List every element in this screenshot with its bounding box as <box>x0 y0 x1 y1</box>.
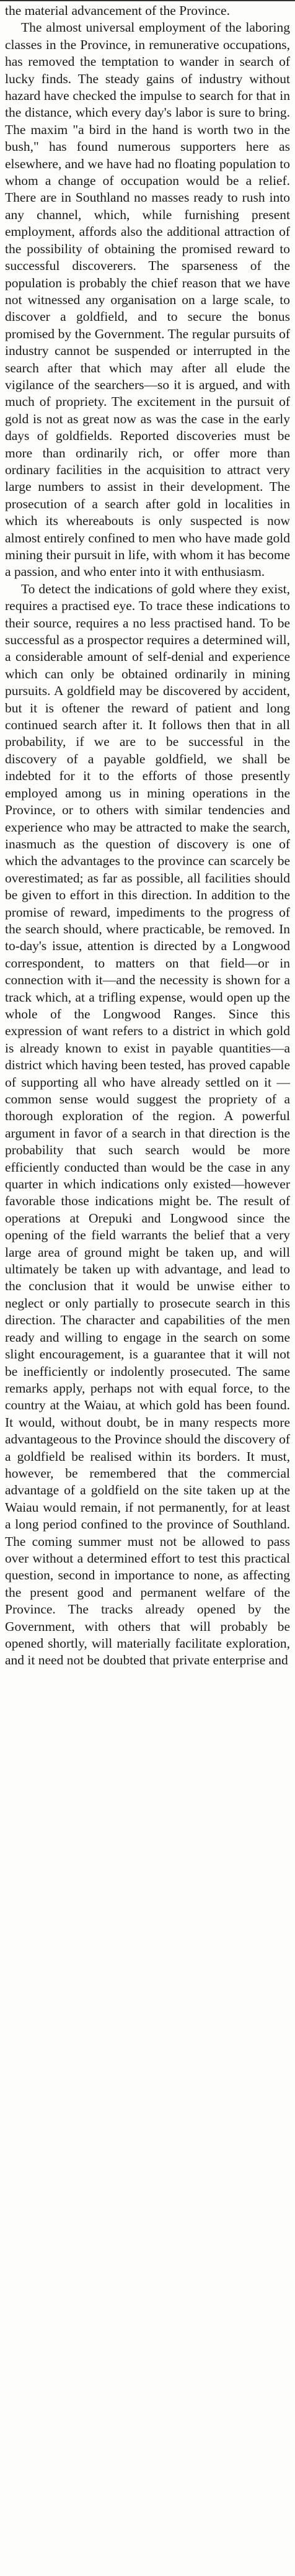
article-paragraph-labor: The almost universal employment of the laboring classes in the Province, in remunerative occupations, has removed the temptation to wander in search of lucky finds. The steady gains of industry without hazard have checked the impulse to search for that in the distance, which every day's labor is sure to bring. The maxim "a bird in the hand is worth two in the bush," has found numerous supporters here as elsewhere, and we have had no floating population to whom a change of occupation would be a relief. There are in Southland no masses ready to rush into any channel, which, while furnishing present employment, affords also the additional attraction of the possibility of obtaining the promised reward to successful discoverers. The sparseness of the population is probably the chief reason that we have not witnessed any organisation on a large scale, to discover a goldfield, and to secure the bonus promised by the Government. The regular pursuits of industry cannot be suspended or interrupted in the search after that which may after all elude the vigilance of the searchers—so it is argued, and with much of propriety. The excitement in the pursuit of gold is not as great now as was the case in the early days of goldfields. Reported discoveries must be more than ordinarily rich, or offer more than ordinary facilities in the acquisition to attract very large numbers to assist in their development. The prosecution of a search after gold in localities in which its whereabouts is only suspected is now almost entirely confined to men who have made gold mining their pursuit in life, with whom it has become a passion, and who enter into it with enthusiasm. <box>5 20 290 580</box>
article-column <box>5 2 290 1669</box>
article-paragraph-indications: To detect the indications of gold where they exist, requires a practised eye. To trace these indications to their source, requires a no less practised hand. To be successful as a prospector requires a determined will, a considerable amount of self-denial and experience which can only be obtained ordinarily in mining pursuits. A goldfield may be discovered by accident, but it is oftener the reward of patient and long continued search after it. It follows then that in all probability, if we are to be successful in the discovery of a payable goldfield, we shall be indebted for it to the efforts of those presently employed among us in mining operations in the Province, or to others with similar tendencies and experience who may be attracted to make the search, inasmuch as the question of discovery is one of which the advantages to the province can scarcely be overestimated; as far as possible, all facilities should be given to effort in this direction. In addition to the promise of reward, impediments to the progress of the search should, where practicable, be removed. In to-day's issue, attention is directed by a Longwood correspondent, to matters on that field—or in connection with it—and the necessity is shown for a track which, at a trifling expense, would open up the whole of the Longwood Ranges. Since this expression of want refers to a district in which gold is already known to exist in payable quantities—a district which having been tested, has proved capable of supporting all who have already settled on it — common sense would suggest the propriety of a thorough exploration of the region. A powerful argument in favor of a search in that direction is the probability that such search would be more efficiently conducted than would be the case in any quarter in which indications only existed—however favorable those indications might be. The result of operations at Orepuki and Longwood since the opening of the field warrants the belief that a very large area of ground might be taken up, and will ultimately be taken up with advantage, and lead to the conclusion that it would be unwise either to neglect or only partially to prosecute search in this direction. The character and capabilities of the men ready and willing to engage in the search on some slight encouragement, is a guarantee that it will not be inefficiently or indolently prosecuted. The same remarks apply, perhaps not with equal force, to the country at the Waiau, at which gold has been found. It would, without doubt, be in many respects more advantageous to the Province should the discovery of a goldfield be realised within its borders. It must, however, be remembered that the commercial advantage of a goldfield on the site taken up at the Waiau would remain, if not permanently, for at least a long period confined to the province of Southland. The coming summer must not be allowed to pass over without a determined effort to test this practical question, second in importance to none, as affecting the present good and permanent welfare of the Province. The tracks already opened by the Government, with others that will probably be opened shortly, will materially facilitate exploration, and it need not be doubted that private enterprise and <box>5 581 290 1668</box>
column-top-rule <box>0 0 295 1</box>
article-paragraph-continued: the material advancement of the Province. <box>5 3 230 18</box>
